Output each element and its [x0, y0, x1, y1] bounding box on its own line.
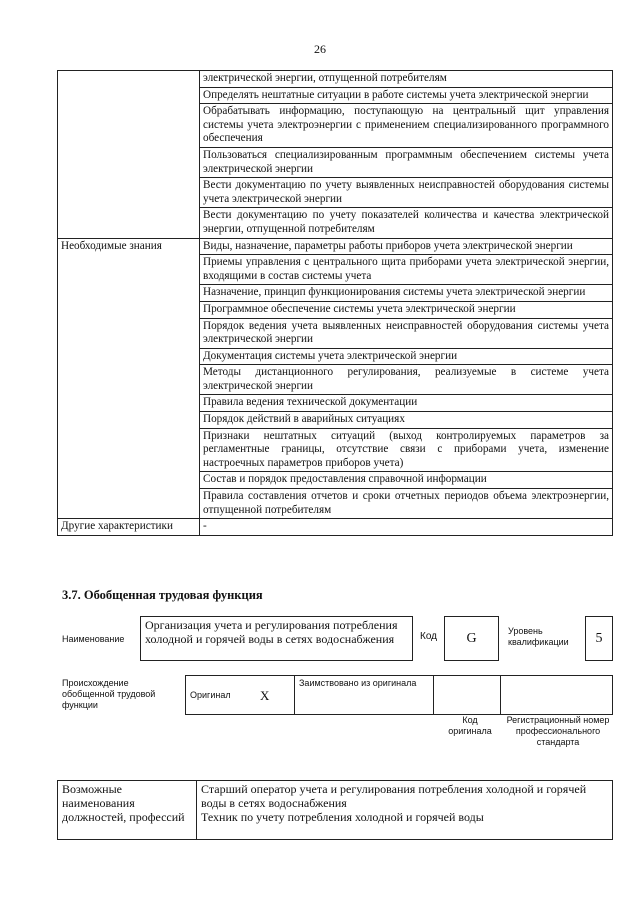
positions-label: Возможные наименования должностей, профессий — [58, 781, 197, 840]
table-cell: Признаки нештатных ситуаций (выход контролируемых параметров за регламентные границы, отсутствие связи с приборами учета, изменение настроечных параметров приборов учета) — [200, 428, 613, 472]
positions-table — [57, 780, 613, 840]
original-code-cell — [434, 676, 501, 715]
table-cell: Обрабатывать информацию, поступающую на центральный щит управления системы учета электроэнергии с применением специализированного программного обеспечения — [200, 104, 613, 148]
list-item: Техник по учету потребления холодной и горячей воды — [201, 810, 484, 824]
origin-table — [185, 675, 613, 715]
other-characteristics-value: - — [200, 519, 613, 536]
qualification-level-box: 5 — [585, 616, 613, 661]
table-cell: Правила ведения технической документации — [200, 395, 613, 412]
section-title: 3.7. Обобщенная трудовая функция — [62, 588, 263, 602]
name-label: Наименование — [62, 634, 125, 644]
positions-list — [197, 781, 613, 840]
table-row — [186, 676, 613, 715]
table-cell: Назначение, принцип функционирования системы учета электрической энергии — [200, 285, 613, 302]
table-cell: Программное обеспечение системы учета электрической энергии — [200, 301, 613, 318]
page-number: 26 — [314, 42, 326, 56]
table-row — [58, 519, 613, 536]
reg-caption: Регистрационный номер профессионального стандарта — [506, 715, 610, 747]
table-cell: Вести документацию по учету показателей количества и качества электрической энергии, отпущенной потребителям — [200, 208, 613, 238]
function-name-box: Организация учета и регулирования потребления холодной и горячей воды в сетях водоснабжения — [140, 616, 413, 661]
table-cell: Пользоваться специализированным программным обеспечением системы учета электрической энергии — [200, 147, 613, 177]
reg-number-cell — [501, 676, 613, 715]
labor-function-table — [57, 70, 613, 536]
knowledge-label: Необходимые знания — [58, 238, 200, 519]
table-cell: Вести документацию по учету выявленных неисправностей оборудования системы учета электрической энергии — [200, 178, 613, 208]
borrowed-label: Заимствовано из оригинала — [295, 676, 434, 715]
table-row — [58, 781, 613, 840]
original-label: Оригинал — [186, 676, 257, 715]
table-cell: Приемы управления с центрального щита приборами учета электрической энергии, входящими в состав системы учета — [200, 255, 613, 285]
list-item: Старший оператор учета и регулирования потребления холодной и горячей воды в сетях водоснабжения — [201, 782, 587, 810]
table-row — [58, 71, 613, 88]
table-cell: Определять нештатные ситуации в работе системы учета электрической энергии — [200, 87, 613, 104]
empty-line — [201, 824, 608, 838]
code-caption: Код оригинала — [448, 715, 492, 736]
original-mark: X — [256, 676, 295, 715]
function-code-box: G — [444, 616, 499, 661]
table-cell: Порядок ведения учета выявленных неисправностей оборудования системы учета электрической энергии — [200, 318, 613, 348]
other-characteristics-label: Другие характеристики — [58, 519, 200, 536]
table-label-cell-empty — [58, 71, 200, 239]
table-cell: Правила составления отчетов и сроки отчетных периодов объема электроэнергии, отпущенной потребителям — [200, 489, 613, 519]
table-cell: электрической энергии, отпущенной потребителям — [200, 71, 613, 88]
code-label: Код — [420, 631, 438, 642]
table-cell: Состав и порядок предоставления справочной информации — [200, 472, 613, 489]
level-label: Уровень квалификации — [508, 626, 569, 647]
table-cell: Порядок действий в аварийных ситуациях — [200, 412, 613, 429]
table-row — [58, 238, 613, 255]
origin-label: Происхождение обобщенной трудовой функции — [62, 678, 156, 710]
table-cell: Виды, назначение, параметры работы приборов учета электрической энергии — [200, 238, 613, 255]
table-cell: Методы дистанционного регулирования, реализуемые в системе учета электрической энергии — [200, 365, 613, 395]
table-cell: Документация системы учета электрической энергии — [200, 348, 613, 365]
